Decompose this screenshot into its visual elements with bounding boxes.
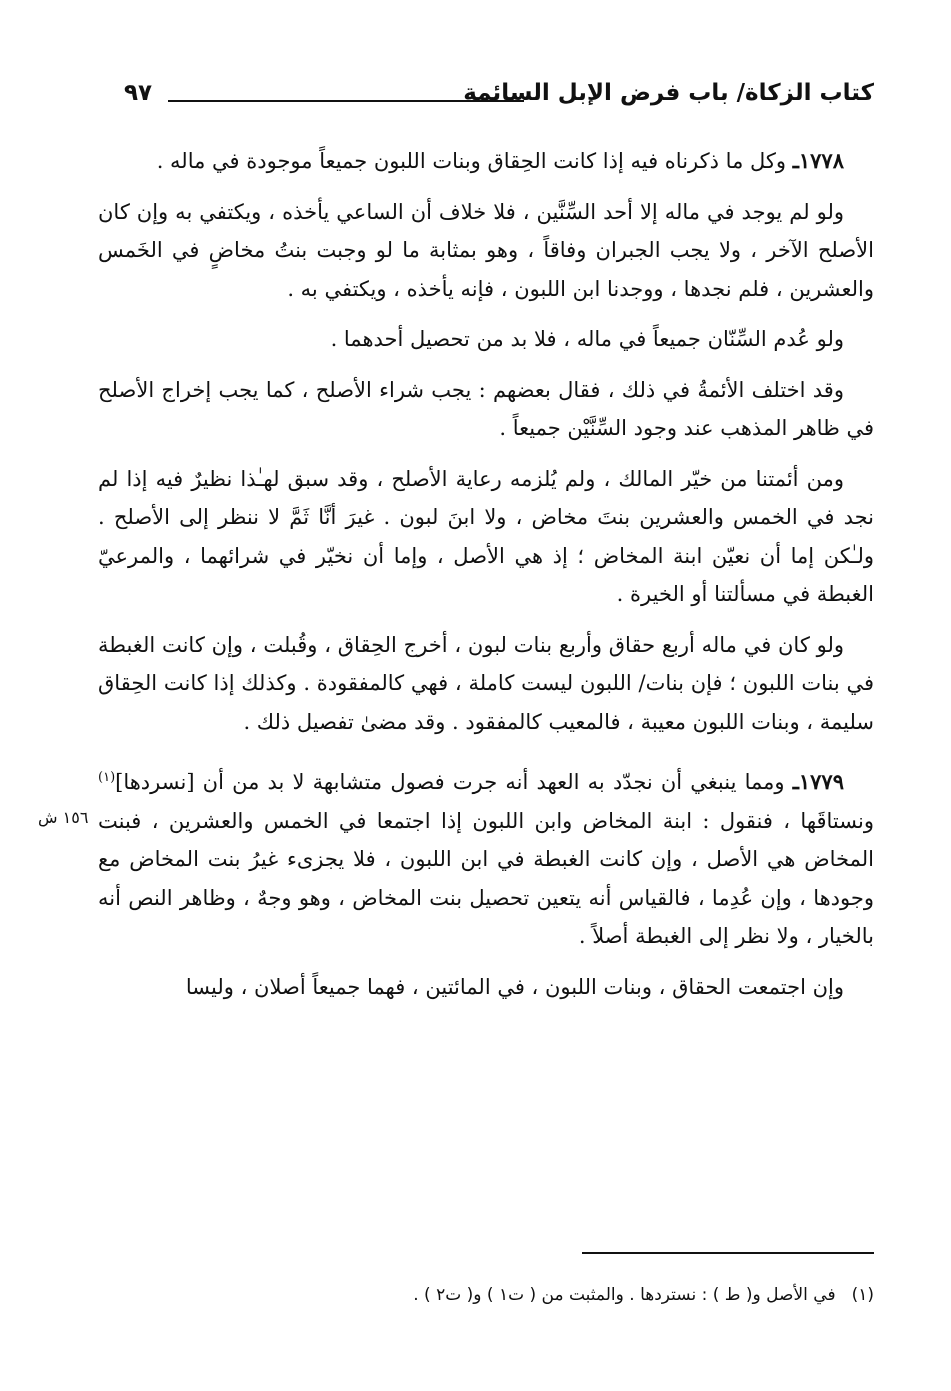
paragraph: ولو عُدم السِّنّان جميعاً في ماله ، فلا بد من تحصيل أحدهما . xyxy=(330,327,844,351)
main-text xyxy=(98,142,874,1018)
running-title: كتاب الزكاة/ باب فرض الإبل السائمة xyxy=(463,80,874,106)
page-number: ٩٧ xyxy=(124,80,153,106)
paragraph-text-continued: ونستاقَها ، فنقول : ابنة المخاض وابن اللبون إذا اجتمعا في الخمس والعشرين ، فبنت المخاض هي الأصل ، وإن كانت الغبطة في ابن اللبون ، فلا يجزىء غيرُ بنت المخاض مع وجودها ، وإن عُدِما ، فالقياس أنه يتعين تحصيل بنت المخاض ، وهو وجهٌ ، وظاهر النص أنه بالخيار ، ولا نظر إلى الغبطة أصلاً . xyxy=(98,808,874,948)
paragraph-number: ١٧٧٨ـ xyxy=(792,148,844,173)
paragraph-1779 xyxy=(98,759,874,956)
paragraph: ومن أئمتنا من خيّر المالك ، ولم يُلزمه رعاية الأصلح ، وقد سبق لهـٰذا نظيرٌ فيه إذا لم نجد في الخمس والعشرين بنتَ مخاض ، ولا ابنَ لبون . غيرَ أنَّا ثَمَّ لا ننظر إلى الأصلح . ولـٰكن إما أن نعيّن ابنة المخاض ؛ إذ هي الأصل ، وإما أن نخيّر في شرائهما ، والمرعيّ الغبطة في مسألتنا أو الخيرة . xyxy=(98,466,874,606)
paragraph: ولو لم يوجد في ماله إلا أحد السِّنَّين ، فلا خلاف أن الساعي يأخذه ، ويكتفي به وإن كان الأصلح الآخر ، ولا يجب الجبران وفاقاً ، وهو بمثابة ما لو وجبت بنتُ مخاضٍ في الخَمس والعشرين ، فلم نجدها ، ووجدنا ابن اللبون ، فإنه يأخذه ، ويكتفي به . xyxy=(98,199,874,301)
footnote xyxy=(98,1282,874,1308)
footnote-text: في الأصل و( ط ) : نستردها . والمثبت من ( ت١ ) و( ت٢ ) . xyxy=(413,1285,836,1305)
paragraph: ولو كان في ماله أربع حقاق وأربع بنات لبون ، أخرج الحِقاق ، وقُبلت ، وإن كانت الغبطة في بنات اللبون ؛ فإن بنات/ اللبون ليست كاملة ، فهي كالمفقودة . وكذلك إذا كانت الحِقاق سليمة ، وبنات اللبون معيبة ، فالمعيب كالمفقود . وقد مضىٰ تفصيل ذلك . xyxy=(98,632,874,734)
footnote-marker: (١) xyxy=(851,1285,874,1305)
footnote-reference[interactable]: (١) xyxy=(98,770,116,785)
footnote-separator xyxy=(582,1252,874,1254)
page-header xyxy=(118,78,874,118)
paragraph-number: ١٧٧٩ـ xyxy=(792,769,844,794)
paragraph-1778 xyxy=(98,142,874,181)
paragraph-text: ومما ينبغي أن نجدّد به العهد أنه جرت فصول متشابهة لا بد من أن [نسردها] xyxy=(115,770,793,794)
paragraph: وقد اختلف الأئمةُ في ذلك ، فقال بعضهم : يجب شراء الأصلح ، كما يجب إخراج الأصلح في ظاهر المذهب عند وجود السِّنَّيْن جميعاً . xyxy=(98,377,874,440)
manuscript-folio-note: ١٥٦ ش xyxy=(38,808,89,827)
footnotes xyxy=(98,1282,874,1308)
paragraph: وإن اجتمعت الحقاق ، وبنات اللبون ، في المائتين ، فهما جميعاً أصلان ، وليسا xyxy=(185,974,844,999)
header-rule xyxy=(168,100,524,102)
paragraph-text: وكل ما ذكرناه فيه إذا كانت الحِقاق وبنات اللبون جميعاً موجودة في ماله . xyxy=(156,149,793,173)
